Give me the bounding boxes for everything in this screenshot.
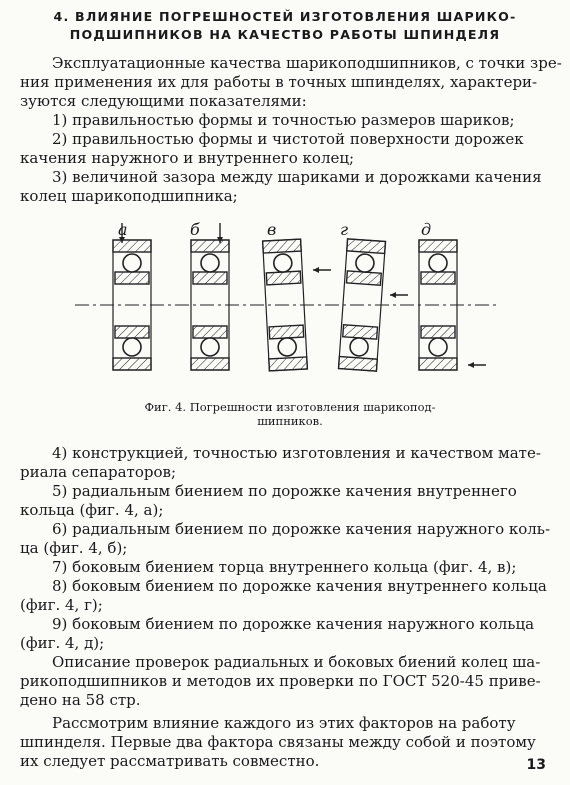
- ball: [429, 338, 447, 356]
- outer-ring-top: [191, 240, 229, 252]
- list-item: (фиг. 4, д);: [20, 634, 105, 652]
- text-line: качения наружного и внутреннего колец;: [20, 149, 355, 167]
- arrow-head: [468, 362, 474, 368]
- inner-ring-top: [115, 272, 149, 284]
- ball: [123, 254, 141, 272]
- figure-label-g: г: [340, 220, 349, 239]
- list-item: 8) боковым биением по дорожке качения внутреннего кольца: [52, 577, 547, 595]
- list-item: 9) боковым биением по дорожке качения наружного кольца: [52, 615, 535, 633]
- figure-label-a: а: [118, 220, 128, 239]
- heading-line-1: 4. ВЛИЯНИЕ ПОГРЕШНОСТЕЙ ИЗГОТОВЛЕНИЯ ШАРИКО-: [53, 9, 517, 24]
- inner-ring-bottom: [115, 326, 149, 338]
- list-item: ца (фиг. 4, б);: [20, 539, 128, 557]
- ball: [429, 254, 447, 272]
- inner-ring-bottom: [269, 325, 304, 339]
- text-line: Эксплуатационные качества шарикоподшипников, с точки зре-: [52, 54, 562, 72]
- text-line: 3) величиной зазора между шариками и дорожками качения: [52, 168, 542, 186]
- text-line: Рассмотрим влияние каждого из этих факторов на работу: [52, 714, 516, 732]
- figure-label-b: б: [190, 220, 200, 239]
- outer-ring-top: [419, 240, 457, 252]
- inner-ring-bottom: [193, 326, 227, 338]
- text-line: Описание проверок радиальных и боковых биений колец ша-: [52, 653, 541, 671]
- ball: [278, 337, 297, 356]
- inner-ring-bottom: [421, 326, 455, 338]
- inner-ring-top: [421, 272, 455, 284]
- list-item: 4) конструкцией, точностью изготовления и качеством мате-: [52, 444, 541, 462]
- text-line: дено на 58 стр.: [20, 691, 141, 709]
- list-item: риала сепараторов;: [20, 463, 177, 481]
- outer-ring-bottom: [191, 358, 229, 370]
- inner-ring-top: [193, 272, 227, 284]
- text-line: рикоподшипников и методов их проверки по ГОСТ 520-45 приве-: [20, 672, 541, 690]
- ball: [201, 254, 219, 272]
- factors-list: [20, 444, 555, 771]
- list-item: (фиг. 4, г);: [20, 596, 103, 614]
- inner-ring-top: [347, 271, 382, 285]
- inner-ring-top: [266, 271, 301, 285]
- text-line: шпинделя. Первые два фактора связаны между собой и поэтому: [20, 733, 536, 751]
- figure-caption: [120, 400, 460, 428]
- outer-ring-top: [113, 240, 151, 252]
- text-line: зуются следующими показателями:: [20, 92, 307, 110]
- arrow-head: [313, 267, 319, 273]
- text-line: их следует рассматривать совместно.: [20, 752, 320, 770]
- ball: [123, 338, 141, 356]
- page-number: 13: [526, 757, 546, 773]
- arrow-head: [390, 292, 396, 298]
- text-line: ния применения их для работы в точных шпинделях, характери-: [20, 73, 538, 91]
- section-heading: [30, 8, 540, 44]
- heading-line-2: ПОДШИПНИКОВ НА КАЧЕСТВО РАБОТЫ ШПИНДЕЛЯ: [69, 27, 501, 42]
- figure-label-d: д: [421, 220, 432, 239]
- bearing-error-diagram: [70, 215, 510, 405]
- ball: [349, 337, 368, 356]
- caption-line-2: шипников.: [257, 414, 323, 428]
- ball: [201, 338, 219, 356]
- inner-ring-bottom: [343, 325, 378, 339]
- text-line: колец шарикоподшипника;: [20, 187, 238, 205]
- caption-line-1: Фиг. 4. Погрешности изготовления шарикопод-: [144, 400, 436, 414]
- outer-ring-bottom: [419, 358, 457, 370]
- text-line: 1) правильностью формы и точностью размеров шариков;: [52, 111, 515, 129]
- list-item: 6) радиальным биением по дорожке качения наружного коль-: [52, 520, 551, 538]
- list-item: кольца (фиг. 4, а);: [20, 501, 164, 519]
- list-item: 5) радиальным биением по дорожке качения внутреннего: [52, 482, 517, 500]
- figure-label-v: в: [267, 220, 277, 239]
- ball: [355, 253, 374, 272]
- text-line: 2) правильностью формы и чистотой поверхности дорожек: [52, 130, 524, 148]
- list-item: 7) боковым биением торца внутреннего кольца (фиг. 4, в);: [52, 558, 517, 576]
- outer-ring-bottom: [113, 358, 151, 370]
- ball: [273, 254, 292, 273]
- intro-paragraph: [20, 54, 562, 206]
